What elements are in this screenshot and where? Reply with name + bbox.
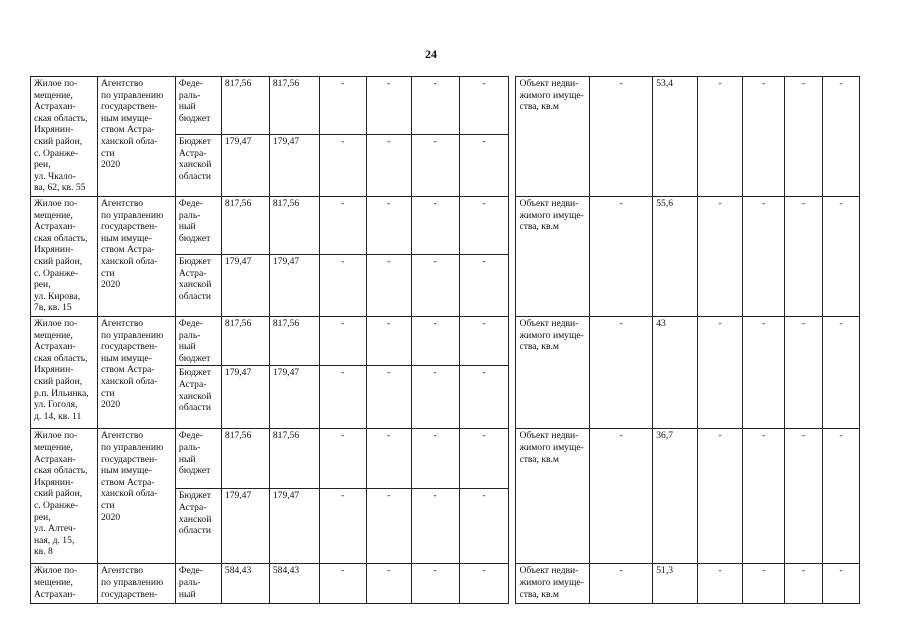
dash-cell: - <box>366 197 411 255</box>
document-sheet <box>30 76 860 606</box>
amount-cell: 179,47 <box>221 135 269 197</box>
gap-cell <box>509 564 516 604</box>
dash-cell: - <box>411 564 459 604</box>
dash-cell: - <box>459 197 509 255</box>
amount-cell: 817,56 <box>221 429 269 489</box>
budget-table <box>30 76 860 604</box>
amount-cell: 584,43 <box>269 564 319 604</box>
table-row <box>31 77 860 135</box>
dash-cell: - <box>366 489 411 564</box>
budget-source-cell: Феде- раль- ный бюджет <box>175 317 221 366</box>
dash-cell: - <box>366 77 411 135</box>
dash-cell: - <box>590 564 653 604</box>
indicator-value-cell: 36,7 <box>653 429 698 564</box>
object-cell: Жилое по- мещение, Астрахан- ская область, Икрянин- ский район, с. Оранже- реи, ул. Чкало- ва, 62, кв. 55 <box>31 77 98 197</box>
dash-cell: - <box>366 317 411 366</box>
dash-cell: - <box>459 317 509 366</box>
dash-cell: - <box>319 135 366 197</box>
dash-cell: - <box>411 135 459 197</box>
amount-cell: 817,56 <box>221 317 269 366</box>
amount-cell: 817,56 <box>221 197 269 255</box>
gap-cell <box>509 197 516 317</box>
dash-cell: - <box>366 366 411 429</box>
dash-cell: - <box>698 197 743 317</box>
dash-cell: - <box>822 197 859 317</box>
dash-cell: - <box>459 255 509 317</box>
dash-cell: - <box>459 366 509 429</box>
amount-cell: 817,56 <box>269 197 319 255</box>
dash-cell: - <box>698 564 743 604</box>
dash-cell: - <box>366 429 411 489</box>
dash-cell: - <box>459 489 509 564</box>
agency-cell: Агентство по управлению государствен- ным имуще- ством Астра- ханской обла- сти 2020 <box>97 197 175 317</box>
gap-cell <box>509 77 516 197</box>
dash-cell: - <box>459 77 509 135</box>
dash-cell: - <box>319 429 366 489</box>
indicator-cell: Объект недви- жимого имуще- ства, кв.м <box>516 429 590 564</box>
amount-cell: 179,47 <box>269 366 319 429</box>
indicator-cell: Объект недви- жимого имуще- ства, кв.м <box>516 564 590 604</box>
dash-cell: - <box>319 197 366 255</box>
dash-cell: - <box>411 429 459 489</box>
dash-cell: - <box>319 489 366 564</box>
amount-cell: 179,47 <box>269 255 319 317</box>
dash-cell: - <box>459 564 509 604</box>
dash-cell: - <box>590 77 653 197</box>
budget-source-cell: Бюджет Астра- ханской области <box>175 489 221 564</box>
budget-source-cell: Феде- раль- ный бюджет <box>175 197 221 255</box>
table-row <box>31 429 860 489</box>
indicator-value-cell: 51,3 <box>653 564 698 604</box>
dash-cell: - <box>743 317 785 429</box>
dash-cell: - <box>590 197 653 317</box>
amount-cell: 179,47 <box>269 489 319 564</box>
dash-cell: - <box>319 317 366 366</box>
dash-cell: - <box>785 317 823 429</box>
dash-cell: - <box>743 429 785 564</box>
dash-cell: - <box>822 429 859 564</box>
table-row <box>31 317 860 366</box>
table-row <box>31 197 860 255</box>
dash-cell: - <box>459 135 509 197</box>
dash-cell: - <box>822 317 859 429</box>
amount-cell: 179,47 <box>269 135 319 197</box>
dash-cell: - <box>459 429 509 489</box>
dash-cell: - <box>698 77 743 197</box>
amount-cell: 817,56 <box>269 429 319 489</box>
dash-cell: - <box>822 77 859 197</box>
object-cell: Жилое по- мещение, Астрахан- ская область, Икрянин- ский район, р.п. Ильинка, ул. Гоголя, д. 14, кв. 11 <box>31 317 98 429</box>
object-cell: Жилое по- мещение, Астрахан- ская область, Икрянин- ский район, с. Оранже- реи, ул. Алтеч- ная, д. 15, кв. 8 <box>31 429 98 564</box>
amount-cell: 817,56 <box>269 77 319 135</box>
dash-cell: - <box>411 489 459 564</box>
object-cell: Жилое по- мещение, Астрахан- ская область, Икрянин- ский район, с. Оранже- реи, ул. Кирова, 7в, кв. 15 <box>31 197 98 317</box>
dash-cell: - <box>785 429 823 564</box>
dash-cell: - <box>366 135 411 197</box>
dash-cell: - <box>319 564 366 604</box>
budget-source-cell: Бюджет Астра- ханской области <box>175 255 221 317</box>
indicator-cell: Объект недви- жимого имуще- ства, кв.м <box>516 317 590 429</box>
dash-cell: - <box>411 255 459 317</box>
dash-cell: - <box>698 317 743 429</box>
agency-cell: Агентство по управлению государствен- ным имуще- ством Астра- ханской обла- сти 2020 <box>97 317 175 429</box>
amount-cell: 817,56 <box>221 77 269 135</box>
agency-cell: Агентство по управлению государствен- <box>97 564 175 604</box>
amount-cell: 179,47 <box>221 255 269 317</box>
gap-cell <box>509 317 516 429</box>
dash-cell: - <box>743 197 785 317</box>
budget-source-cell: Феде- раль- ный <box>175 564 221 604</box>
indicator-value-cell: 53,4 <box>653 77 698 197</box>
amount-cell: 584,43 <box>221 564 269 604</box>
budget-source-cell: Бюджет Астра- ханской области <box>175 135 221 197</box>
dash-cell: - <box>411 366 459 429</box>
dash-cell: - <box>411 77 459 135</box>
budget-source-cell: Феде- раль- ный бюджет <box>175 77 221 135</box>
dash-cell: - <box>411 317 459 366</box>
dash-cell: - <box>366 564 411 604</box>
gap-cell <box>509 429 516 564</box>
dash-cell: - <box>743 564 785 604</box>
dash-cell: - <box>785 77 823 197</box>
indicator-cell: Объект недви- жимого имуще- ства, кв.м <box>516 77 590 197</box>
dash-cell: - <box>785 197 823 317</box>
dash-cell: - <box>366 255 411 317</box>
budget-source-cell: Бюджет Астра- ханской области <box>175 366 221 429</box>
dash-cell: - <box>785 564 823 604</box>
amount-cell: 817,56 <box>269 317 319 366</box>
indicator-cell: Объект недви- жимого имуще- ства, кв.м <box>516 197 590 317</box>
dash-cell: - <box>319 77 366 135</box>
amount-cell: 179,47 <box>221 489 269 564</box>
page-number: 24 <box>425 47 437 61</box>
dash-cell: - <box>411 197 459 255</box>
agency-cell: Агентство по управлению государствен- ным имуще- ством Астра- ханской обла- сти 2020 <box>97 429 175 564</box>
dash-cell: - <box>590 317 653 429</box>
agency-cell: Агентство по управлению государствен- ным имуще- ством Астра- ханской обла- сти 2020 <box>97 77 175 197</box>
dash-cell: - <box>698 429 743 564</box>
dash-cell: - <box>743 77 785 197</box>
budget-source-cell: Феде- раль- ный бюджет <box>175 429 221 489</box>
indicator-value-cell: 43 <box>653 317 698 429</box>
dash-cell: - <box>319 366 366 429</box>
dash-cell: - <box>822 564 859 604</box>
dash-cell: - <box>319 255 366 317</box>
table-row <box>31 564 860 604</box>
amount-cell: 179,47 <box>221 366 269 429</box>
dash-cell: - <box>590 429 653 564</box>
object-cell: Жилое по- мещение, Астрахан- <box>31 564 98 604</box>
indicator-value-cell: 55,6 <box>653 197 698 317</box>
